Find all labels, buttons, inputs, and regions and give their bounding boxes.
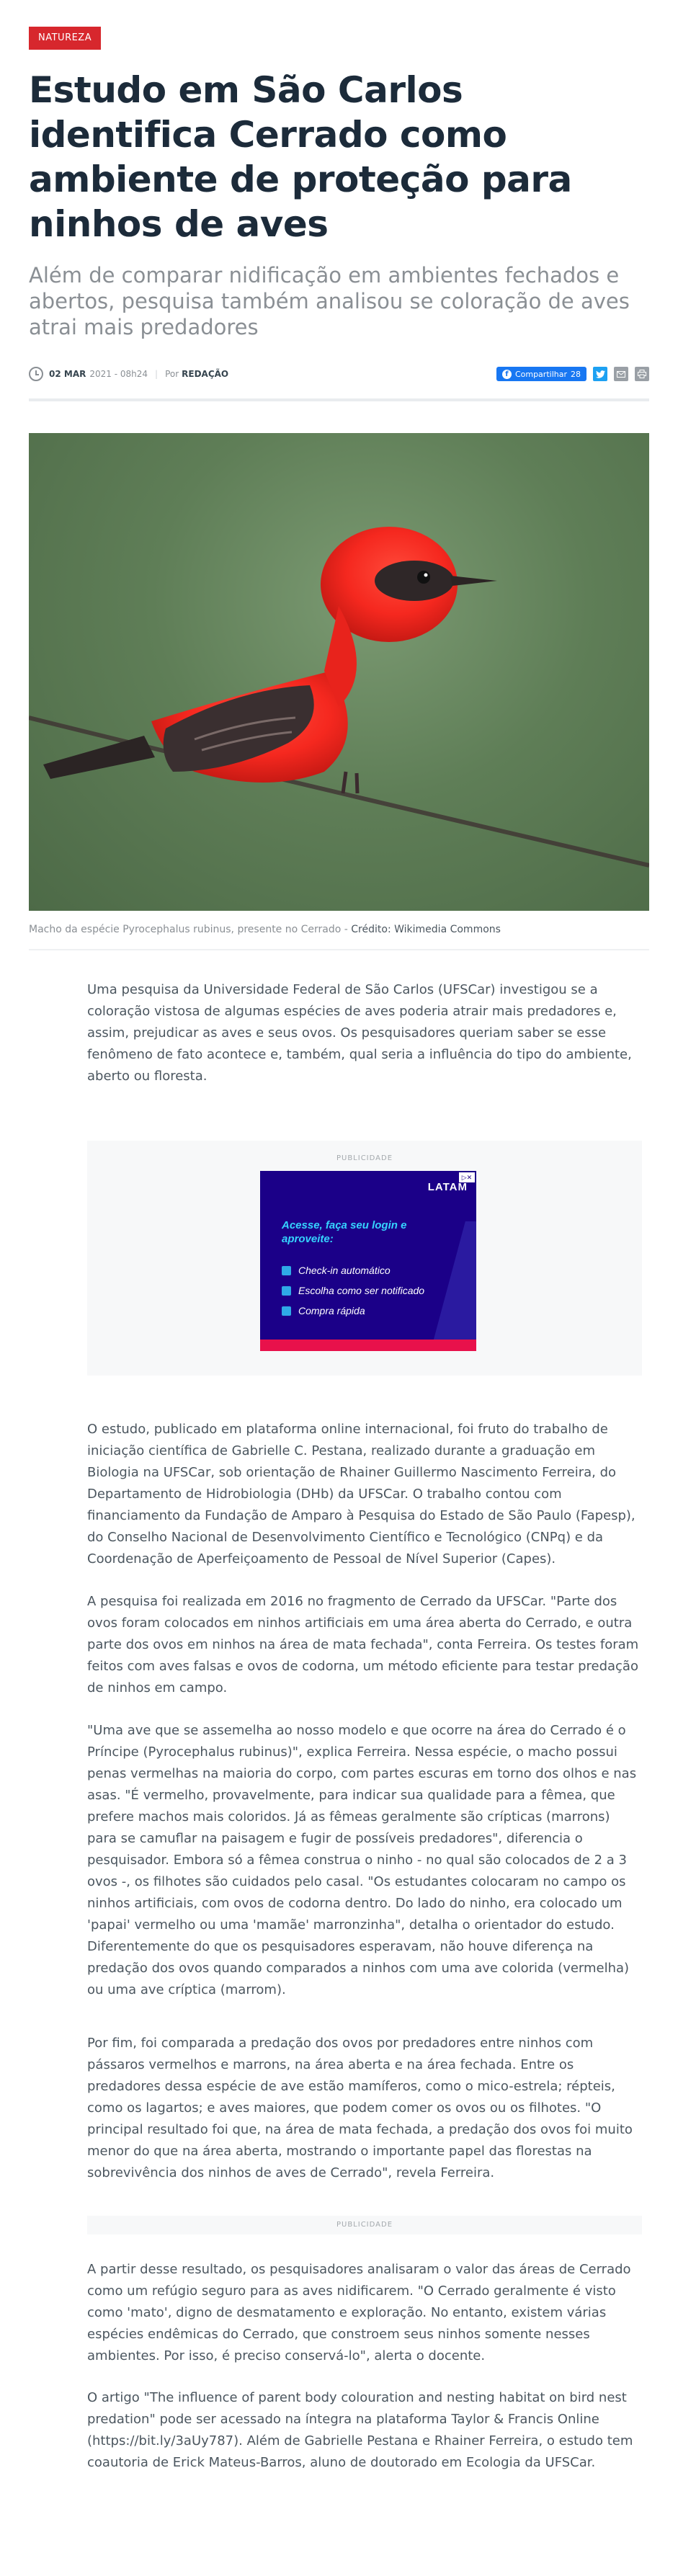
clock-icon	[29, 367, 43, 381]
publish-date: 02 MAR	[49, 369, 86, 379]
ad-bottom-bar	[260, 1340, 476, 1351]
ad-feature-item	[282, 1280, 424, 1301]
ad-label-2: PUBLICIDADE	[336, 2221, 393, 2229]
ad-feature-item	[282, 1260, 424, 1280]
ad-close-icon[interactable]: ▷✕	[459, 1172, 475, 1182]
article-body	[87, 979, 642, 2474]
article-title: Estudo em São Carlos identifica Cerrado como ambiente de proteção para ninhos de aves	[29, 69, 572, 245]
facebook-share-button[interactable]	[496, 367, 586, 381]
facebook-icon: f	[502, 370, 512, 379]
print-share-button[interactable]	[635, 367, 649, 381]
header-divider	[29, 398, 649, 401]
facebook-share-count: 28	[571, 369, 581, 379]
caption-credit: Crédito: Wikimedia Commons	[351, 924, 501, 935]
notification-icon	[282, 1286, 291, 1296]
paragraph-3: A pesquisa foi realizada em 2016 no fragmento de Cerrado da UFSCar. "Parte dos ovos foram colocados em ninhos artificiais em uma área aberta do Cerrado, e outra parte dos ovos em ninhos na área de mata fechada", conta Ferreira. Os testes foram feitos com aves falsas e ovos de codorna, um método eficiente para testar predação de ninhos em campo.	[87, 1594, 639, 1695]
latam-ad-banner[interactable]	[260, 1171, 476, 1351]
article-photo[interactable]	[29, 433, 649, 911]
latam-logo: LATAM	[427, 1181, 468, 1193]
article-subtitle: Além de comparar nidificação em ambientes fechados e abertos, pesquisa também analisou se coloração de aves atrai mais predadores	[29, 263, 630, 339]
paragraph-7: O artigo "The influence of parent body colouration and nesting habitat on bird nest predation" pode ser acessado na íntegra na plataforma Taylor & Francis Online (https://bit.ly/3aUy787). Além de Gabrielle Pestana e Rhainer Ferreira, o estudo tem coautoria de Erick Mateus-Barros, aluno de doutorado em Ecologia da UFSCar.	[87, 2390, 633, 2470]
email-icon	[617, 371, 625, 378]
ad-feature-item	[282, 1301, 424, 1321]
ad-container	[87, 1141, 642, 1376]
checkin-icon	[282, 1266, 291, 1275]
publish-time: 2021 - 08h24	[89, 369, 148, 379]
twitter-icon	[596, 370, 605, 378]
ad-feature-label: Escolha como ser notificado	[298, 1285, 425, 1296]
ad-feature-label: Check-in automático	[298, 1265, 391, 1276]
paragraph-5: Por fim, foi comparada a predação dos ovos por predadores entre ninhos com pássaros vermelhos e marrons, na área aberta e na área fechada. Entre os predadores dessa espécie de ave estão mamíferos, como o mico-estrela; répteis, como os lagartos; e aves maiores, que podem comer os ovos ou os filhotes. "O principal resultado foi que, na área de mata fechada, a predação dos ovos foi muito menor do que na área aberta, mostrando o importante papel das florestas na sobrevivência dos ninhos de aves de Cerrado", revela Ferreira.	[87, 2036, 633, 2180]
vermilion-flycatcher-illustration	[29, 433, 649, 911]
ad-feature-label: Compra rápida	[298, 1305, 365, 1316]
twitter-share-button[interactable]	[593, 367, 607, 381]
paragraph-4: "Uma ave que se assemelha ao nosso modelo e que ocorre na área do Cerrado é o Príncipe (Pyrocephalus rubinus)", explica Ferreira. Nessa espécie, o macho possui penas vermelhas na maioria do corpo, com partes escuras em torno dos olhos e nas asas. "É vermelho, provavelmente, para indicar sua qualidade para a fêmea, que prefere machos mais coloridos. Já as fêmeas geralmente são crípticas (marrons) para se camuflar na paisagem e fugir de possíveis predadores", diferencia o pesquisador. Embora só a fêmea construa o ninho - no qual são colocados de 2 a 3 ovos -, os filhotes são cuidados pelo casal. "Os estudantes colocaram no campo os ninhos artificiais, com ovos de codorna dentro. Do lado do ninho, era colocado um 'papai' vermelho ou uma 'mamãe' marronzinha", detalha o orientador do estudo. Diferentemente do que os pesquisadores esperavam, não houve diferença na predação dos ovos quando comparados a ninhos com uma ave colorida (vermelha) ou uma ave críptica (marrom).	[87, 1723, 637, 1997]
paragraph-2: O estudo, publicado em plataforma online internacional, foi fruto do trabalho de iniciação científica de Gabrielle C. Pestana, realizado durante a graduação em Biologia na UFSCar, sob orientação de Rhainer Guillermo Nascimento Ferreira, do Departamento de Hidrobiologia (DHb) da UFSCar. O trabalho contou com financiamento da Fundação de Amparo à Pesquisa do Estado de São Paulo (Fapesp), do Conselho Nacional de Desenvolvimento Científico e Tecnológico (CNPq) e da Coordenação de Aperfeiçoamento de Pessoal de Nível Superior (Capes).	[87, 1422, 635, 1566]
article-meta	[29, 365, 649, 383]
ad-container-2	[87, 2216, 642, 2234]
ad-label: PUBLICIDADE	[336, 1154, 393, 1162]
print-icon	[638, 370, 646, 378]
share-buttons	[496, 367, 649, 381]
category-tag[interactable]: NATUREZA	[29, 27, 101, 50]
author-name[interactable]: REDAÇÃO	[182, 369, 229, 379]
email-share-button[interactable]	[614, 367, 628, 381]
meta-divider: |	[155, 369, 159, 379]
caption-divider	[29, 949, 649, 950]
facebook-share-label: Compartilhar	[514, 369, 567, 379]
photo-caption	[29, 924, 649, 935]
caption-text: Macho da espécie Pyrocephalus rubinus, presente no Cerrado -	[29, 924, 348, 935]
paragraph-6: A partir desse resultado, os pesquisadores analisaram o valor das áreas de Cerrado como um refúgio seguro para as aves nidificarem. "O Cerrado geralmente é visto como 'mato', digno de desmatamento e exploração. No entanto, existem várias espécies endêmicas do Cerrado, que constroem seus ninhos somente nesses ambientes. Por isso, é preciso conservá-lo", alerta o docente.	[87, 2262, 631, 2363]
cart-icon	[282, 1306, 291, 1316]
ad-headline: Acesse, faça seu login e aproveite:	[282, 1219, 407, 1245]
ad-feature-list	[282, 1260, 424, 1321]
paragraph-1: Uma pesquisa da Universidade Federal de São Carlos (UFSCar) investigou se a coloração vistosa de algumas espécies de aves poderia atrair mais predadores e, assim, prejudicar as aves e seus ovos. Os pesquisadores queriam saber se esse fenômeno de fato acontece e, também, qual seria a influência do tipo do ambiente, aberto ou floresta.	[87, 982, 632, 1084]
author-prefix: Por	[165, 369, 179, 379]
